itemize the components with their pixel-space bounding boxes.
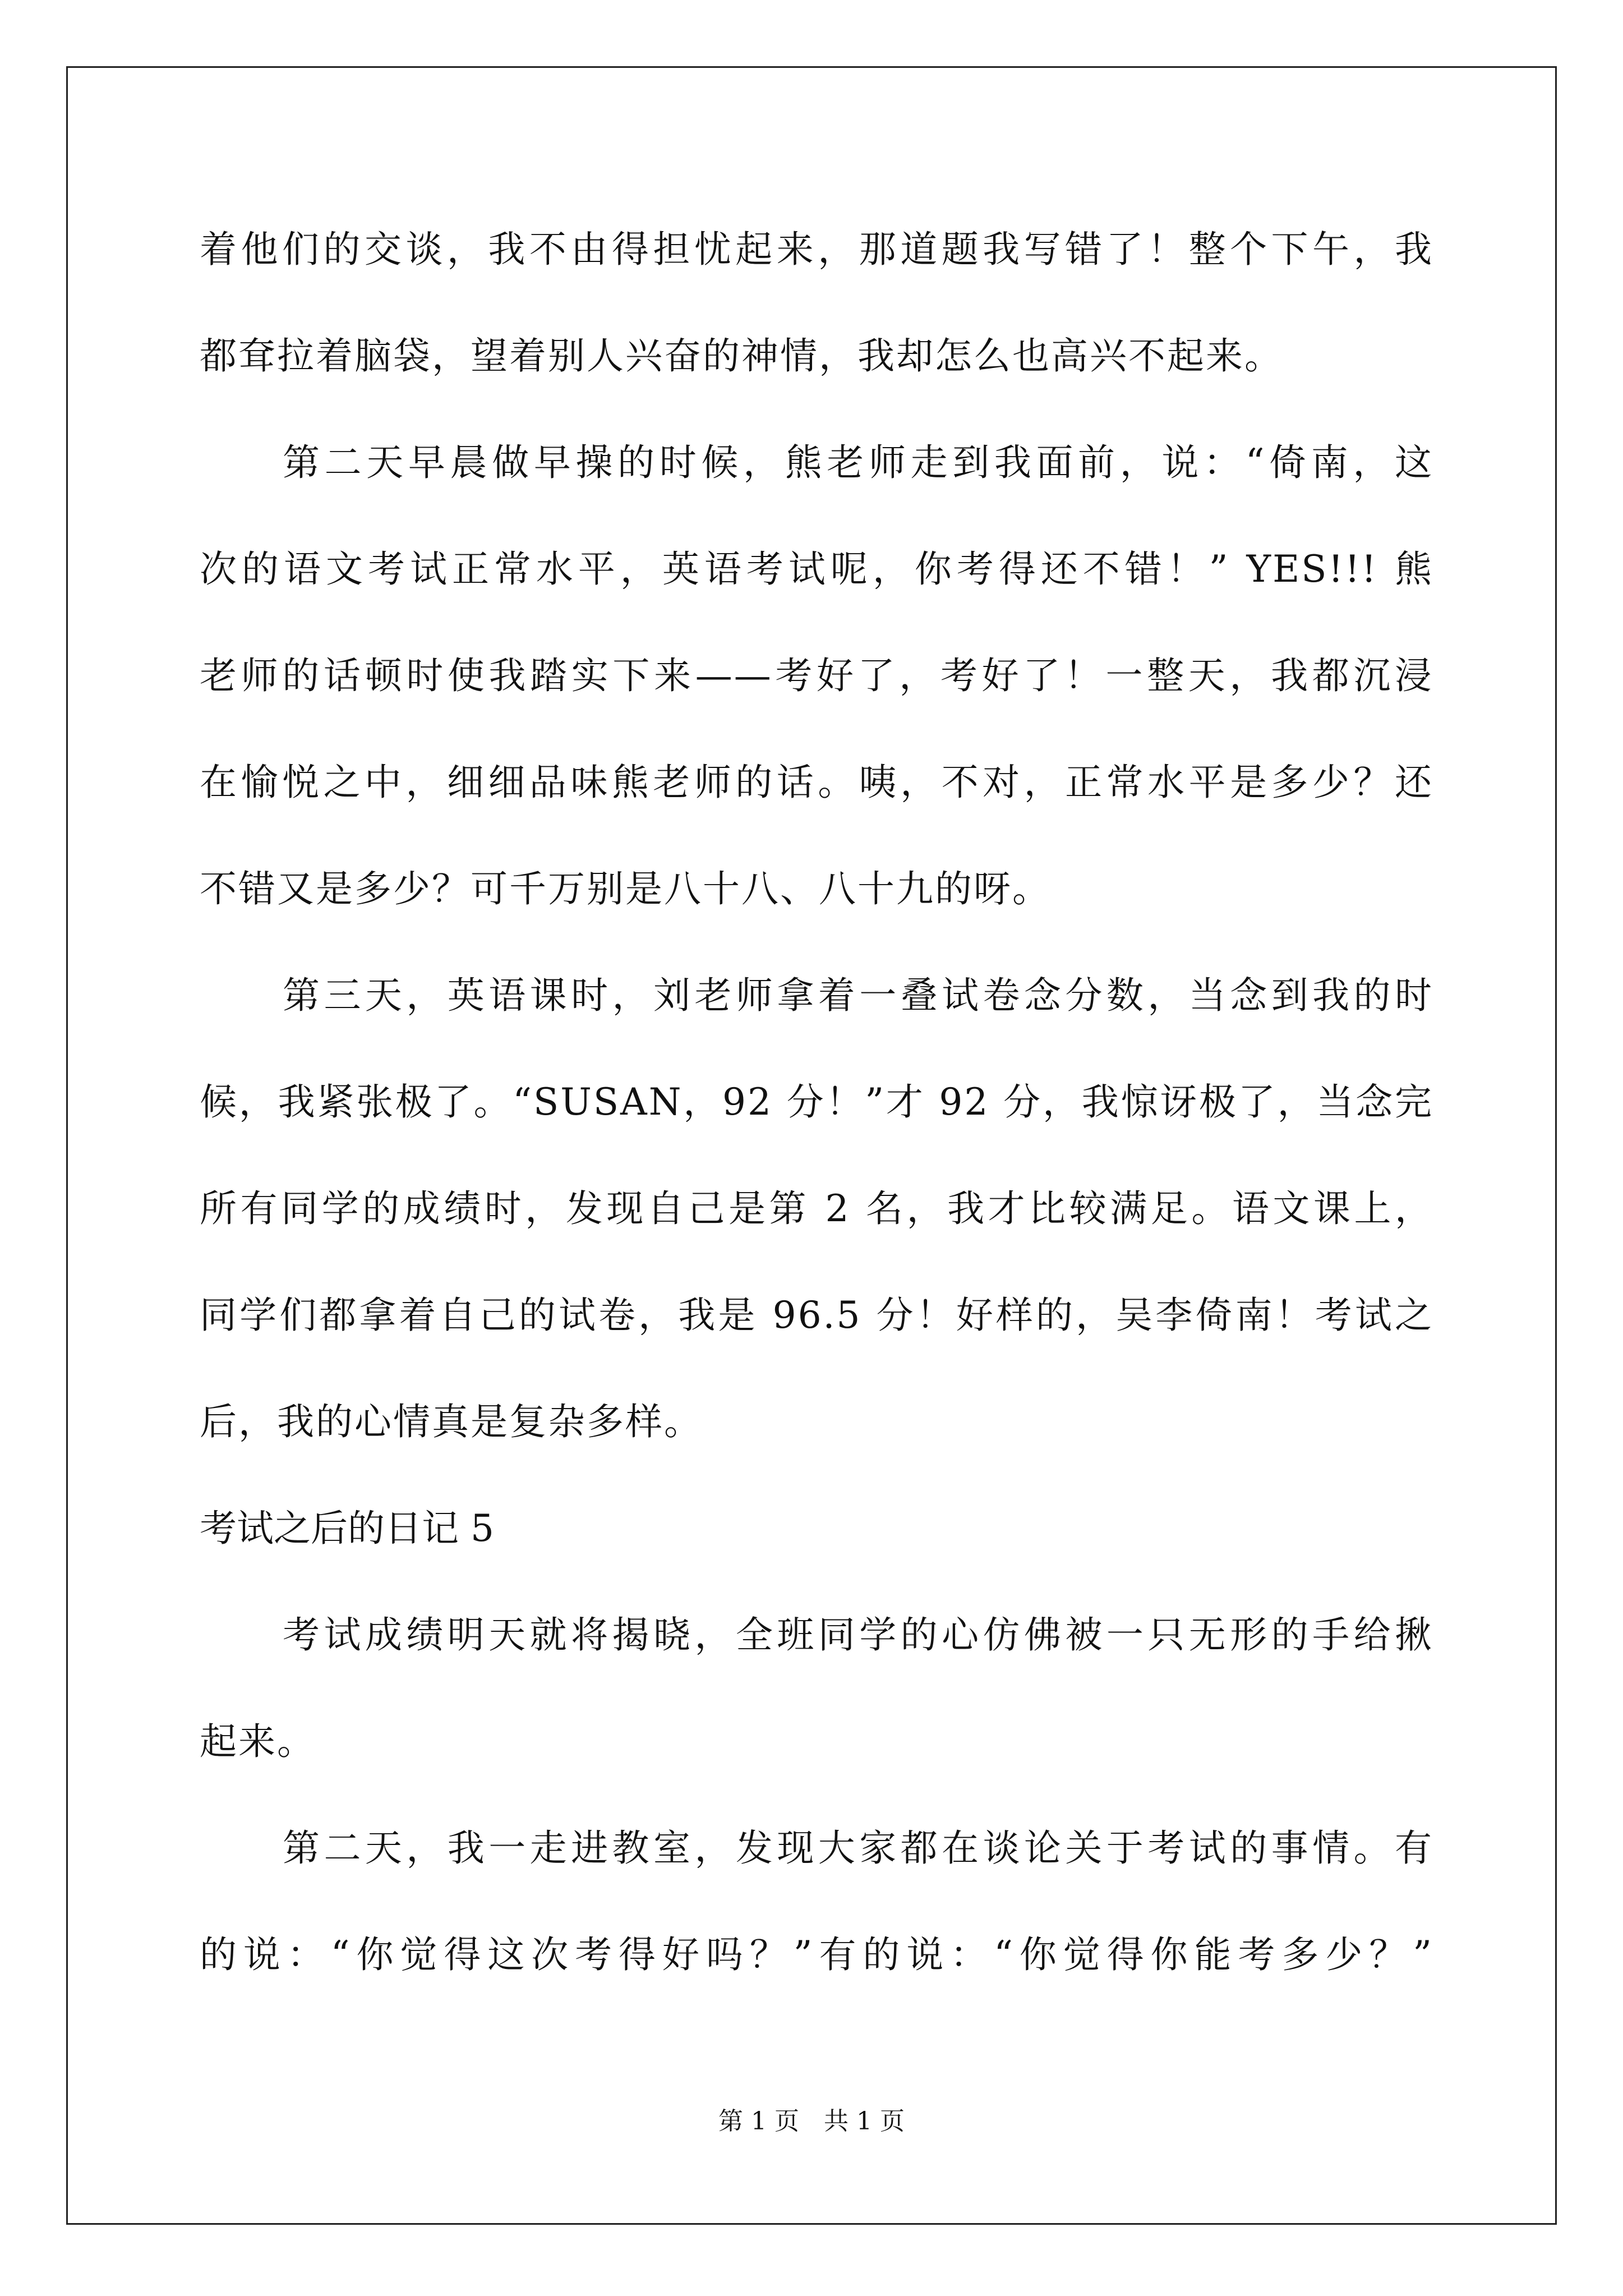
text-line: 候，我紧张极了。“SUSAN，92 分！”才 92 分，我惊讶极了，当念完: [200, 1080, 1433, 1124]
text-line: 的说：“你觉得这次考得好吗？”有的说：“你觉得你能考多少？”: [200, 1933, 1433, 1976]
text-line: 后，我的心情真是复杂多样。: [200, 1400, 703, 1443]
paragraph-start-line: 第二天早晨做早操的时候，熊老师走到我面前，说：“倚南，这: [283, 441, 1433, 484]
text-line: 同学们都拿着自己的试卷，我是 96.5 分！好样的，吴李倚南！考试之: [200, 1294, 1433, 1337]
text-line: 老师的话顿时使我踏实下来——考好了，考好了！一整天，我都沉浸: [200, 654, 1433, 697]
text-line: 次的语文考试正常水平，英语考试呢，你考得还不错！” YES!!! 熊: [200, 547, 1433, 591]
text-line: 所有同学的成绩时，发现自己是第 2 名，我才比较满足。语文课上，: [200, 1187, 1433, 1230]
text-line: 着他们的交谈，我不由得担忧起来，那道题我写错了！整个下午，我: [200, 228, 1433, 271]
section-heading: 考试之后的日记 5: [200, 1507, 494, 1550]
text-line: 在愉悦之中，细细品味熊老师的话。咦，不对，正常水平是多少？还: [200, 761, 1433, 804]
paragraph-start-line: 第二天，我一走进教室，发现大家都在谈论关于考试的事情。有: [283, 1826, 1433, 1870]
paragraph-start-line: 考试成绩明天就将揭晓，全班同学的心仿佛被一只无形的手给揪: [283, 1613, 1433, 1657]
document-body: [200, 219, 1433, 2031]
text-line: 不错又是多少？可千万别是八十八、八十九的呀。: [200, 867, 1051, 910]
page-number-footer: 第 1 页 共 1 页: [718, 2107, 905, 2136]
paragraph-start-line: 第三天，英语课时，刘老师拿着一叠试卷念分数，当念到我的时: [283, 974, 1433, 1017]
text-line: 都耷拉着脑袋，望着别人兴奋的神情，我却怎么也高兴不起来。: [200, 334, 1283, 378]
text-line: 起来。: [200, 1720, 316, 1763]
